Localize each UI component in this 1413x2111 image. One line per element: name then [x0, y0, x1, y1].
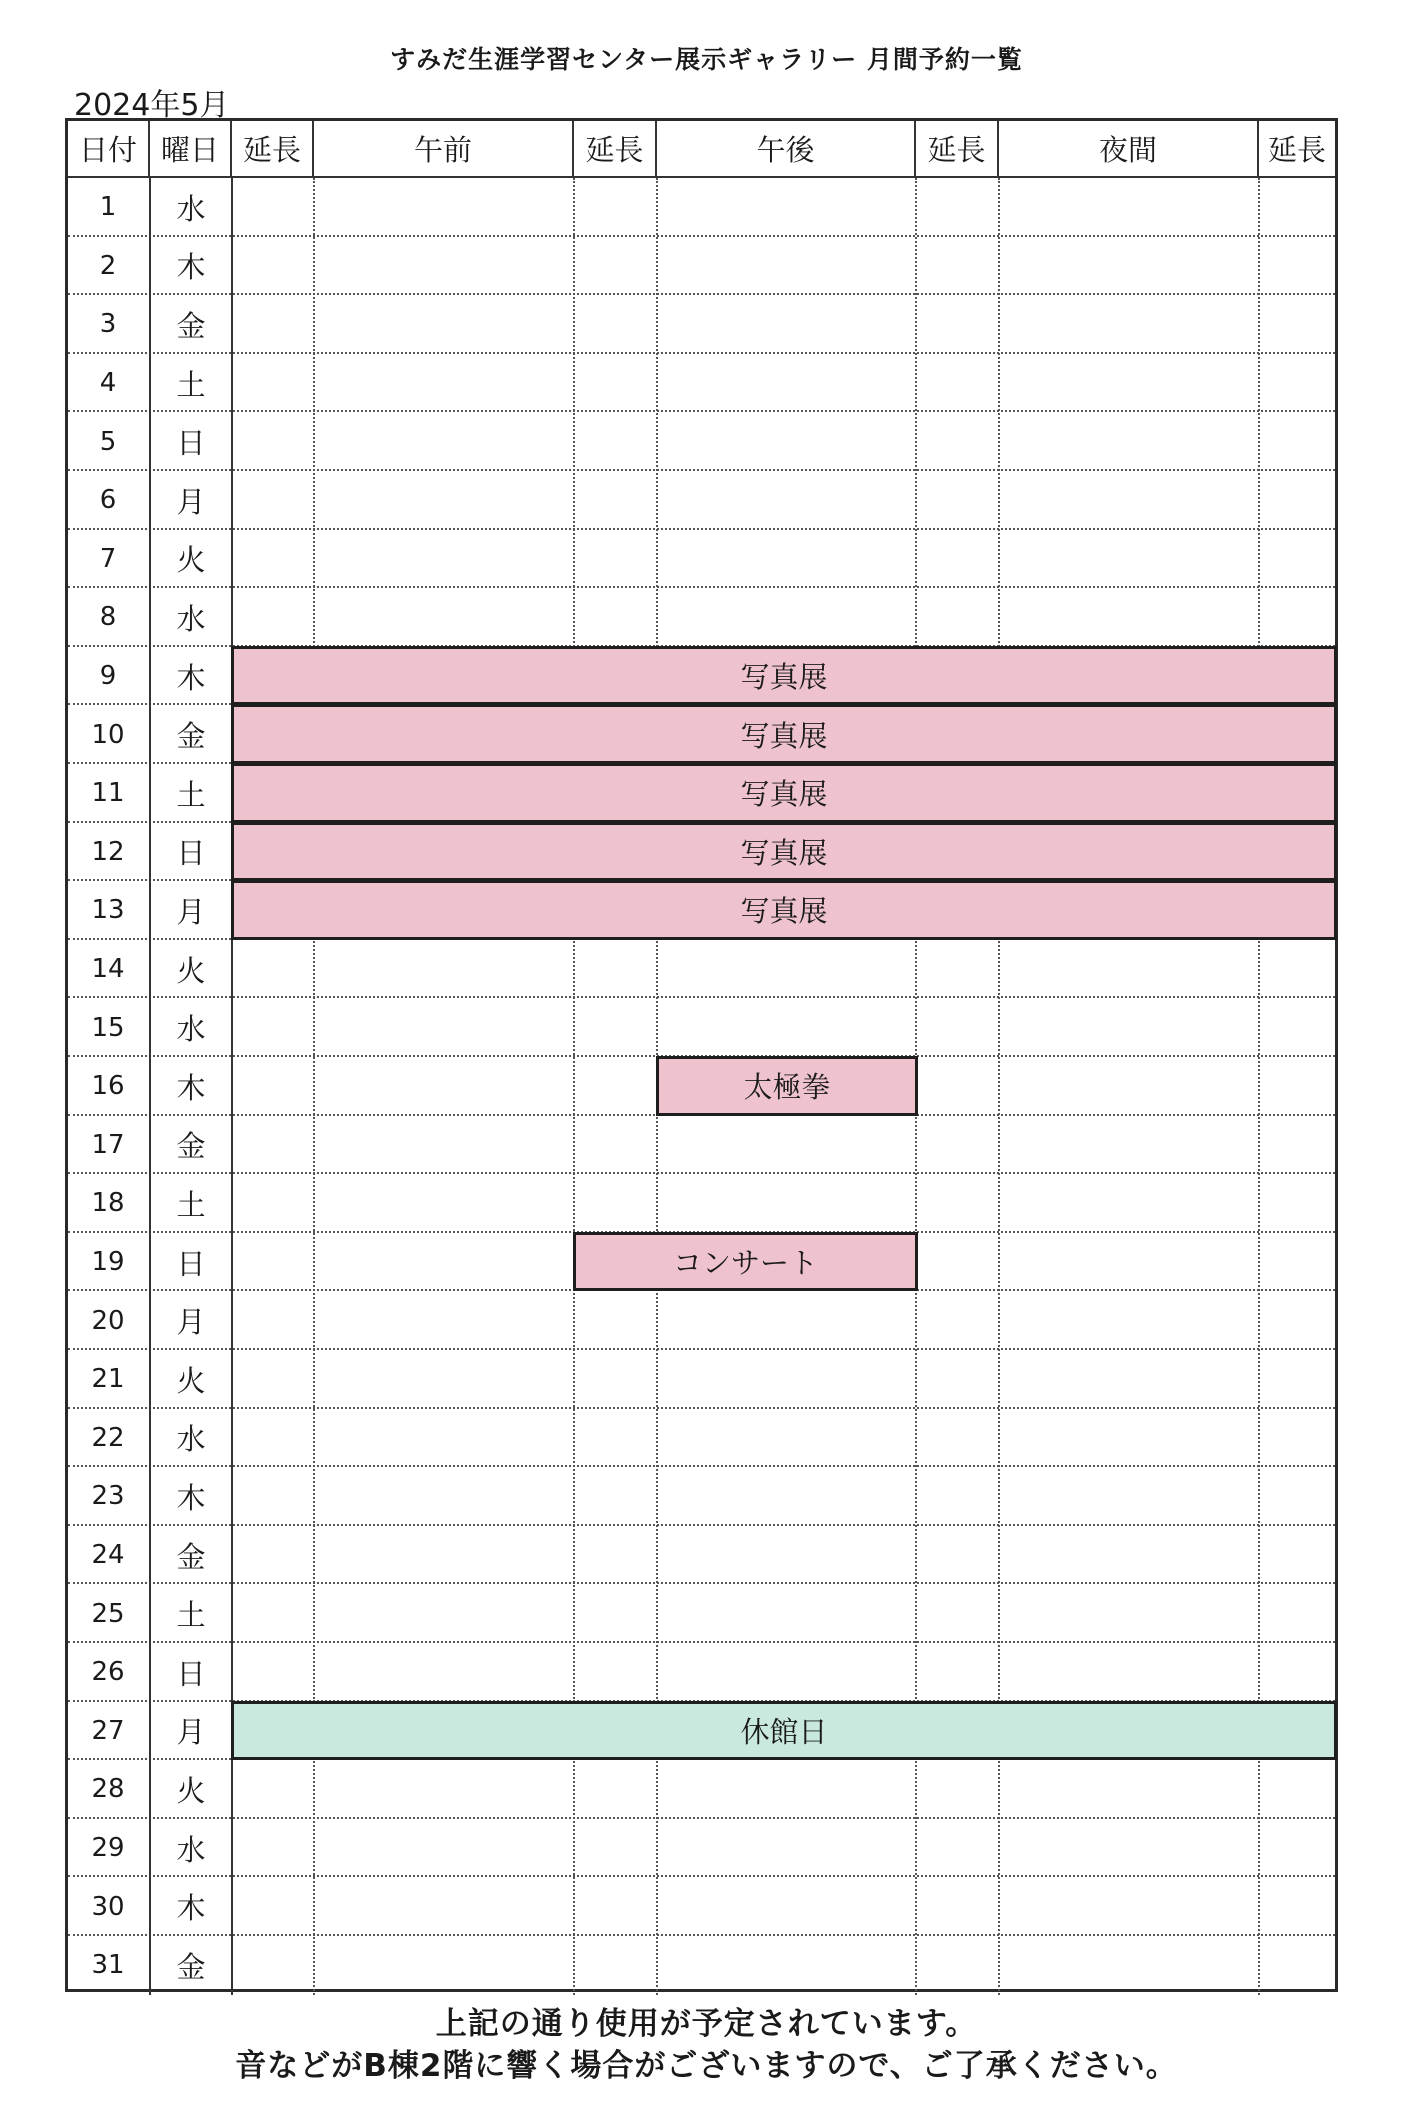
date-cell: 1	[99, 192, 117, 223]
date-cell: 27	[91, 1715, 125, 1746]
table-row	[68, 354, 1335, 413]
date-cell: 12	[91, 836, 125, 867]
weekday-cell: 水	[176, 1422, 206, 1457]
date-cell: 11	[91, 778, 125, 809]
column-header: 曜日	[150, 121, 232, 178]
weekday-cell: 日	[176, 426, 206, 461]
date-cell: 23	[91, 1481, 125, 1512]
weekday-cell: 水	[176, 601, 206, 636]
date-cell: 8	[99, 602, 117, 633]
booking-bar: コンサート	[573, 1232, 918, 1292]
date-cell: 24	[91, 1540, 125, 1571]
booking-bar: 写真展	[231, 880, 1337, 940]
weekday-cell: 木	[176, 660, 206, 695]
table-row	[68, 1174, 1335, 1233]
column-header: 午後	[657, 121, 916, 178]
weekday-cell: 日	[176, 836, 206, 871]
weekday-cell: 金	[176, 308, 206, 343]
table-row	[68, 1526, 1335, 1585]
weekday-cell: 月	[176, 894, 206, 929]
booking-bar: 太極拳	[656, 1056, 918, 1116]
date-cell: 19	[91, 1247, 125, 1278]
weekday-cell: 木	[176, 1480, 206, 1515]
column-header: 延長	[916, 121, 999, 178]
column-header: 夜間	[999, 121, 1259, 178]
table-row	[68, 1467, 1335, 1526]
weekday-cell: 金	[176, 1129, 206, 1164]
table-row	[68, 1291, 1335, 1350]
weekday-cell: 月	[176, 1305, 206, 1340]
notice-line-1: 上記の通り使用が予定されています。	[435, 2006, 978, 2042]
date-cell: 13	[91, 895, 125, 926]
column-header: 延長	[574, 121, 657, 178]
column-header: 延長	[232, 121, 314, 178]
page-title: すみだ生涯学習センター展示ギャラリー 月間予約一覧	[390, 45, 1023, 74]
date-cell: 22	[91, 1422, 125, 1453]
booking-bar: 休館日	[231, 1701, 1337, 1761]
table-row	[68, 1936, 1335, 1995]
weekday-cell: 金	[176, 1539, 206, 1574]
month-label: 2024年5月	[74, 88, 230, 123]
table-row	[68, 1409, 1335, 1468]
date-cell: 14	[91, 954, 125, 985]
weekday-cell: 土	[176, 777, 206, 812]
date-cell: 10	[91, 719, 125, 750]
weekday-cell: 火	[176, 543, 206, 578]
weekday-cell: 日	[176, 1246, 206, 1281]
table-row	[68, 295, 1335, 354]
date-cell: 4	[99, 368, 117, 399]
date-cell: 16	[91, 1071, 125, 1102]
table-row	[68, 178, 1335, 237]
weekday-cell: 金	[176, 1949, 206, 1984]
notice-line-2: 音などがB棟2階に響く場合がございますので、ご了承ください。	[235, 2048, 1178, 2084]
table-row	[68, 1116, 1335, 1175]
booking-bar: 写真展	[231, 763, 1337, 823]
date-cell: 28	[91, 1774, 125, 1805]
weekday-cell: 水	[176, 1832, 206, 1867]
date-cell: 6	[99, 485, 117, 516]
weekday-cell: 月	[176, 1715, 206, 1750]
column-header: 午前	[314, 121, 574, 178]
weekday-cell: 木	[176, 250, 206, 285]
table-row	[68, 471, 1335, 530]
date-cell: 7	[99, 543, 117, 574]
weekday-cell: 土	[176, 1598, 206, 1633]
weekday-cell: 日	[176, 1656, 206, 1691]
date-cell: 15	[91, 1012, 125, 1043]
date-cell: 21	[91, 1364, 125, 1395]
table-row	[68, 1350, 1335, 1409]
date-cell: 26	[91, 1657, 125, 1688]
weekday-cell: 土	[176, 1187, 206, 1222]
table-row	[68, 998, 1335, 1057]
table-row	[68, 412, 1335, 471]
weekday-cell: 火	[176, 1773, 206, 1808]
booking-bar: 写真展	[231, 822, 1337, 882]
weekday-cell: 木	[176, 1891, 206, 1926]
table-row	[68, 588, 1335, 647]
table-row	[68, 1584, 1335, 1643]
date-cell: 17	[91, 1129, 125, 1160]
date-cell: 29	[91, 1833, 125, 1864]
table-row	[68, 1877, 1335, 1936]
table-row	[68, 1643, 1335, 1702]
table-row	[68, 940, 1335, 999]
date-cell: 31	[91, 1950, 125, 1981]
table-row	[68, 1819, 1335, 1878]
reservation-table	[65, 118, 1338, 1992]
column-divider	[149, 178, 151, 1995]
weekday-cell: 火	[176, 953, 206, 988]
weekday-cell: 金	[176, 719, 206, 754]
booking-bar: 写真展	[231, 646, 1337, 706]
date-cell: 3	[99, 309, 117, 340]
date-cell: 18	[91, 1188, 125, 1219]
weekday-cell: 水	[176, 191, 206, 226]
date-cell: 30	[91, 1891, 125, 1922]
booking-bar: 写真展	[231, 704, 1337, 764]
table-row	[68, 1760, 1335, 1819]
weekday-cell: 土	[176, 367, 206, 402]
weekday-cell: 水	[176, 1012, 206, 1047]
date-cell: 5	[99, 426, 117, 457]
date-cell: 20	[91, 1305, 125, 1336]
weekday-cell: 月	[176, 484, 206, 519]
date-cell: 2	[99, 250, 117, 281]
weekday-cell: 火	[176, 1363, 206, 1398]
table-row	[68, 237, 1335, 296]
column-header: 日付	[68, 121, 150, 178]
weekday-cell: 木	[176, 1070, 206, 1105]
date-cell: 25	[91, 1598, 125, 1629]
table-row	[68, 530, 1335, 589]
column-header: 延長	[1259, 121, 1335, 178]
date-cell: 9	[99, 661, 117, 692]
